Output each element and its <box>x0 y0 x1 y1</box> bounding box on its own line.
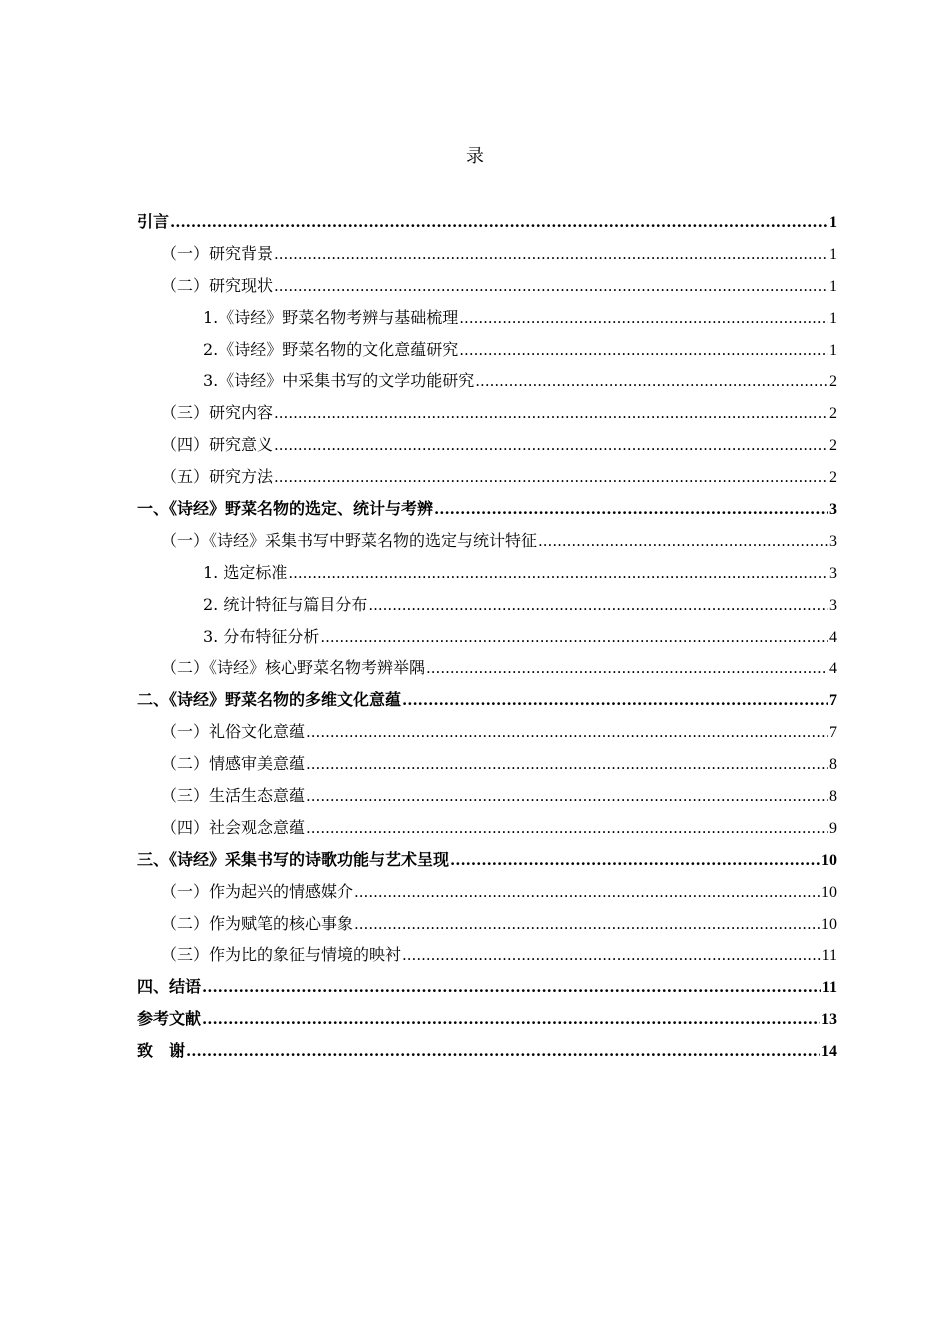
toc-entry-title: 三、《诗经》采集书写的诗歌功能与艺术呈现 <box>137 849 450 869</box>
toc-entry[interactable] <box>137 621 837 653</box>
toc-dot-leader <box>354 909 820 941</box>
toc-page-number: 2 <box>829 469 837 487</box>
table-of-contents <box>137 206 837 1067</box>
toc-dot-leader <box>459 335 828 367</box>
toc-entry[interactable] <box>137 589 837 621</box>
toc-entry[interactable] <box>137 334 837 366</box>
toc-dot-leader <box>368 590 828 622</box>
toc-dot-leader <box>288 558 828 590</box>
toc-entry-title: （二）研究现状 <box>161 275 274 295</box>
toc-entry[interactable] <box>137 1003 837 1035</box>
toc-entry-title: 3. 分布特征分析 <box>203 626 320 646</box>
toc-dot-leader <box>186 1036 820 1068</box>
toc-dot-leader <box>426 653 828 685</box>
toc-dot-leader <box>475 366 828 398</box>
toc-page-number: 14 <box>821 1043 837 1061</box>
toc-page-number: 4 <box>829 660 837 678</box>
toc-dot-leader <box>274 430 828 462</box>
toc-entry-title: （一）礼俗文化意蕴 <box>161 722 306 742</box>
toc-entry[interactable] <box>137 525 837 557</box>
toc-entry[interactable] <box>137 493 837 525</box>
toc-page-number: 4 <box>829 628 837 646</box>
toc-page-number: 7 <box>829 692 837 710</box>
toc-entry[interactable] <box>137 238 837 270</box>
toc-entry-title: 2.《诗经》野菜名物的文化意蕴研究 <box>203 339 459 359</box>
toc-dot-leader <box>434 494 828 526</box>
toc-page-number: 11 <box>821 947 837 965</box>
toc-entry-title: （五）研究方法 <box>161 467 274 487</box>
toc-dot-leader <box>274 398 828 430</box>
toc-entry-title: 引言 <box>137 212 170 231</box>
toc-page-number: 1 <box>829 214 837 231</box>
toc-page-number: 3 <box>829 596 837 614</box>
toc-entry[interactable] <box>137 812 837 844</box>
page-title: 录 <box>466 146 484 167</box>
toc-dot-leader <box>402 940 821 972</box>
toc-dot-leader <box>202 972 821 1004</box>
toc-entry[interactable] <box>137 844 837 876</box>
toc-page-number: 10 <box>821 883 837 901</box>
toc-entry[interactable] <box>137 876 837 908</box>
toc-dot-leader <box>306 717 828 749</box>
toc-entry-title: （二）作为赋笔的核心事象 <box>161 913 354 933</box>
toc-entry[interactable] <box>137 971 837 1003</box>
toc-entry-title: 2. 统计特征与篇目分布 <box>203 594 368 614</box>
toc-dot-leader <box>202 1004 820 1036</box>
toc-page-number: 1 <box>829 341 837 359</box>
toc-page-number: 1 <box>829 245 837 263</box>
toc-entry[interactable] <box>137 302 837 334</box>
toc-entry[interactable] <box>137 908 837 940</box>
toc-entry-title: 四、结语 <box>137 977 202 997</box>
toc-entry-title: （四）社会观念意蕴 <box>161 817 306 837</box>
toc-page-number: 2 <box>829 373 837 391</box>
toc-entry-title: 参考文献 <box>137 1009 202 1029</box>
toc-page-number: 8 <box>829 756 837 774</box>
toc-entry-title: 1.《诗经》野菜名物考辨与基础梳理 <box>203 307 459 327</box>
toc-entry[interactable] <box>137 780 837 812</box>
toc-page-number: 10 <box>821 851 837 869</box>
toc-entry[interactable] <box>137 461 837 493</box>
toc-entry-title: 3.《诗经》中采集书写的文学功能研究 <box>203 371 475 391</box>
toc-entry-title: 1. 选定标准 <box>203 562 288 582</box>
toc-entry[interactable] <box>137 748 837 780</box>
toc-dot-leader <box>320 622 828 654</box>
toc-dot-leader <box>538 526 828 558</box>
toc-entry[interactable] <box>137 1035 837 1067</box>
toc-entry[interactable] <box>137 429 837 461</box>
toc-page-number: 3 <box>829 564 837 582</box>
toc-page-number: 2 <box>829 437 837 455</box>
toc-entry[interactable] <box>137 397 837 429</box>
toc-dot-leader <box>354 877 820 909</box>
toc-page-number: 7 <box>829 724 837 742</box>
toc-dot-leader <box>274 462 828 494</box>
toc-page-number: 3 <box>829 501 837 519</box>
toc-entry-title: （三）生活生态意蕴 <box>161 786 306 806</box>
toc-entry-title: 一、《诗经》野菜名物的选定、统计与考辨 <box>137 499 434 519</box>
toc-entry-title: （三）作为比的象征与情境的映衬 <box>161 945 402 965</box>
toc-page-number: 13 <box>821 1011 837 1029</box>
toc-page-number: 1 <box>829 309 837 327</box>
toc-page-number: 11 <box>821 979 837 997</box>
toc-dot-leader <box>274 271 828 303</box>
toc-entry[interactable] <box>137 270 837 302</box>
toc-entry-title: （一）《诗经》采集书写中野菜名物的选定与统计特征 <box>161 530 538 550</box>
toc-entry[interactable] <box>137 557 837 589</box>
toc-dot-leader <box>402 685 828 717</box>
toc-entry-title: 二、《诗经》野菜名物的多维文化意蕴 <box>137 690 402 710</box>
toc-entry[interactable] <box>137 716 837 748</box>
toc-entry-title: （三）研究内容 <box>161 403 274 423</box>
toc-entry[interactable] <box>137 939 837 971</box>
toc-dot-leader <box>459 303 828 335</box>
toc-entry-title: 致 谢 <box>137 1041 186 1061</box>
toc-page-number: 8 <box>829 788 837 806</box>
toc-dot-leader <box>274 239 828 271</box>
toc-dot-leader <box>170 207 828 239</box>
toc-entry[interactable] <box>137 206 837 238</box>
toc-entry[interactable] <box>137 652 837 684</box>
toc-entry-title: （一）作为起兴的情感媒介 <box>161 881 354 901</box>
toc-page-number: 1 <box>829 277 837 295</box>
toc-page-number: 3 <box>829 532 837 550</box>
toc-entry-title: （四）研究意义 <box>161 435 274 455</box>
toc-dot-leader <box>306 781 828 813</box>
toc-page-number: 10 <box>821 915 837 933</box>
toc-page-number: 2 <box>829 405 837 423</box>
toc-dot-leader <box>306 813 828 845</box>
toc-entry-title: （二）情感审美意蕴 <box>161 754 306 774</box>
toc-entry[interactable] <box>137 365 837 397</box>
toc-entry-title: （二）《诗经》核心野菜名物考辨举隅 <box>161 658 426 678</box>
toc-dot-leader <box>450 845 820 877</box>
toc-entry[interactable] <box>137 684 837 716</box>
toc-entry-title: （一）研究背景 <box>161 243 274 263</box>
toc-page-number: 9 <box>829 819 837 837</box>
toc-dot-leader <box>306 749 828 781</box>
